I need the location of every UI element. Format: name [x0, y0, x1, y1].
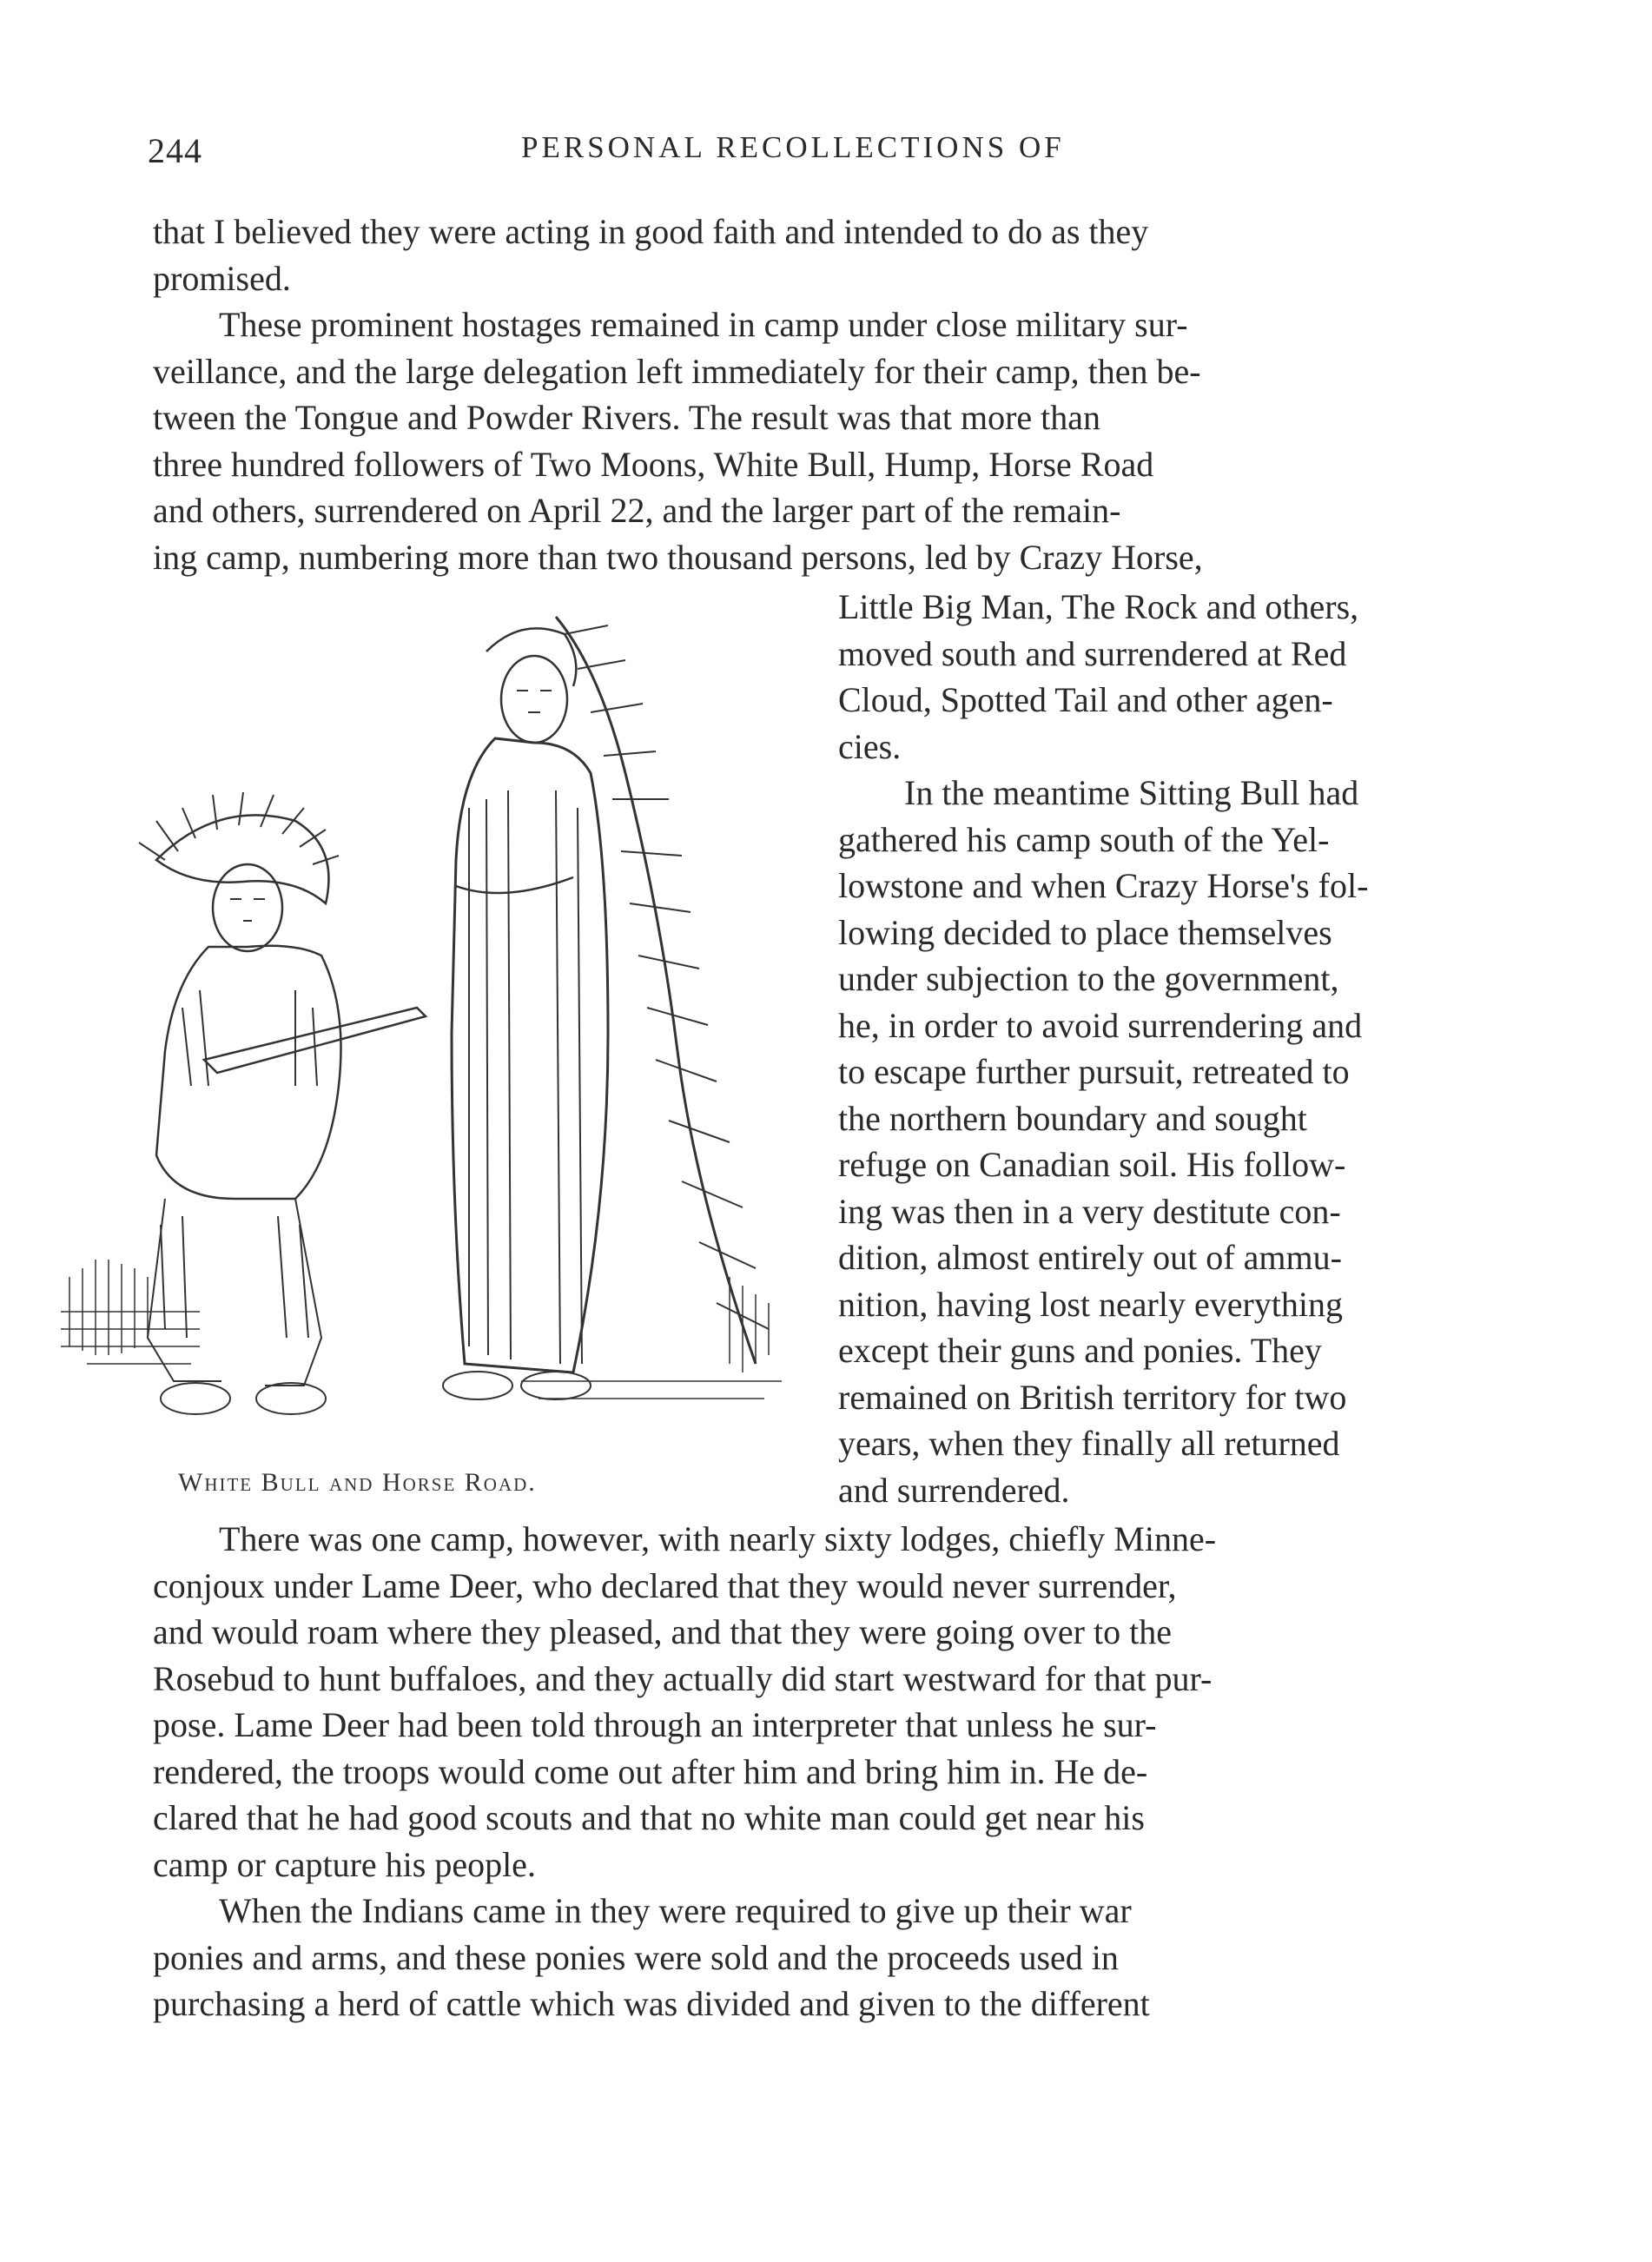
- page-header: [148, 130, 1546, 182]
- text-line: that I believed they were acting in good faith and intended to do as they: [153, 212, 1149, 251]
- text-line: veillance, and the large delegation left immediately for their camp, then be-: [153, 351, 1201, 391]
- text-line: promised.: [153, 258, 291, 298]
- text-line: he, in order to avoid surrendering and: [838, 1005, 1363, 1045]
- text-line: Little Big Man, The Rock and others,: [838, 587, 1359, 626]
- text-line: years, when they finally all returned: [838, 1424, 1340, 1463]
- text-line: and surrendered.: [838, 1470, 1070, 1510]
- text-line: In the meantime Sitting Bull had: [904, 773, 1359, 812]
- text-line: dition, almost entirely out of ammu-: [838, 1238, 1342, 1277]
- standing-figure: [443, 617, 769, 1399]
- text-line: under subjection to the government,: [838, 959, 1339, 998]
- text-line: Cloud, Spotted Tail and other agen-: [838, 680, 1333, 719]
- body-text-bottom: [153, 1516, 1541, 2027]
- text-line: conjoux under Lame Deer, who declared that they would never surrender,: [153, 1565, 1177, 1605]
- text-line: three hundred followers of Two Moons, White Bull, Hump, Horse Road: [153, 444, 1154, 484]
- text-line: camp or capture his people.: [153, 1844, 536, 1884]
- text-line: ing camp, numbering more than two thousand persons, led by Crazy Horse,: [153, 537, 1203, 577]
- text-line: lowstone and when Crazy Horse's fol-: [838, 866, 1369, 905]
- text-line: remained on British territory for two: [838, 1377, 1347, 1417]
- text-line: ponies and arms, and these ponies were sold and the proceeds used in: [153, 1937, 1119, 1977]
- text-line: the northern boundary and sought: [838, 1098, 1307, 1138]
- text-line: There was one camp, however, with nearly sixty lodges, chiefly Minne-: [219, 1519, 1217, 1558]
- text-line: clared that he had good scouts and that no white man could get near his: [153, 1798, 1145, 1837]
- text-line: except their guns and ponies. They: [838, 1331, 1322, 1370]
- text-line: and would roam where they pleased, and that they were going over to the: [153, 1612, 1172, 1651]
- text-line: and others, surrendered on April 22, and the larger part of the remain-: [153, 491, 1121, 530]
- engraving-illustration: [35, 599, 808, 1485]
- figure-caption: White Bull and Horse Road.: [178, 1468, 537, 1497]
- text-line: cies.: [838, 726, 902, 766]
- body-text-right-column: [838, 584, 1541, 1513]
- text-line: gathered his camp south of the Yel-: [838, 819, 1330, 859]
- text-line: When the Indians came in they were required to give up their war: [219, 1891, 1132, 1930]
- text-line: pose. Lame Deer had been told through an interpreter that unless he sur-: [153, 1705, 1157, 1744]
- engraving-drawing: [35, 599, 808, 1485]
- text-line: nition, having lost nearly everything: [838, 1284, 1343, 1324]
- text-line: lowing decided to place themselves: [838, 912, 1332, 952]
- ground-hatching: [61, 1260, 782, 1399]
- text-line: to escape further pursuit, retreated to: [838, 1052, 1350, 1091]
- seated-figure: [139, 792, 426, 1414]
- text-line: moved south and surrendered at Red: [838, 633, 1347, 673]
- text-line: ing was then in a very destitute con-: [838, 1191, 1341, 1231]
- page-number: 244: [148, 131, 202, 170]
- running-head: PERSONAL RECOLLECTIONS OF: [521, 130, 1065, 164]
- text-line: refuge on Canadian soil. His follow-: [838, 1145, 1346, 1184]
- text-line: Rosebud to hunt buffaloes, and they actually did start westward for that pur-: [153, 1658, 1213, 1698]
- text-line: rendered, the troops would come out after him and bring him in. He de-: [153, 1751, 1148, 1791]
- text-line: purchasing a herd of cattle which was divided and given to the different: [153, 1984, 1150, 2023]
- body-text-top: [153, 208, 1541, 580]
- text-line: These prominent hostages remained in camp under close military sur-: [219, 305, 1188, 344]
- text-line: tween the Tongue and Powder Rivers. The result was that more than: [153, 398, 1101, 437]
